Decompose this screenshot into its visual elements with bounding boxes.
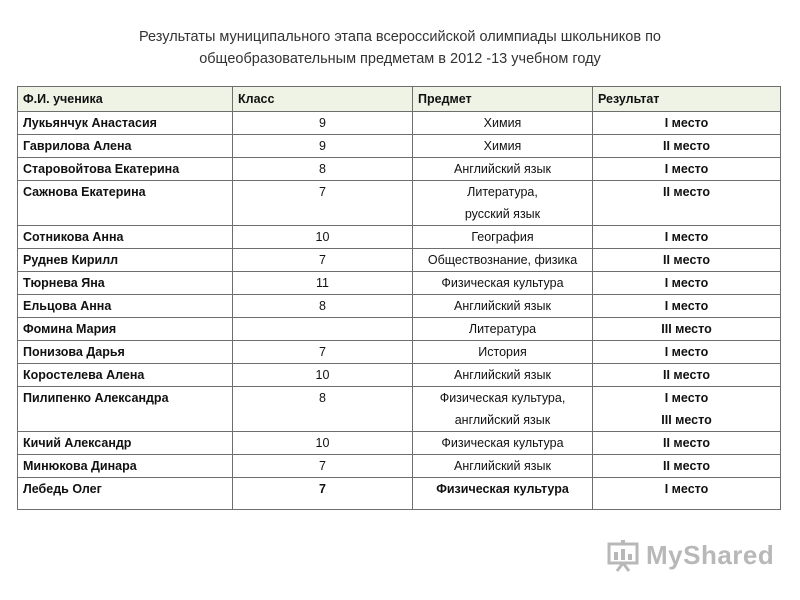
subject-line: английский язык: [454, 413, 551, 427]
header-subject: Предмет: [413, 87, 593, 112]
cell-result: [593, 341, 781, 364]
table-row: [18, 387, 781, 432]
cell-subject: [413, 112, 593, 135]
table-row: [18, 249, 781, 272]
cell-result: [593, 364, 781, 387]
cell-class: 7: [233, 341, 413, 364]
cell-class: 8: [233, 158, 413, 181]
result-line: II место: [663, 459, 710, 473]
cell-result: [593, 318, 781, 341]
cell-student-name: Руднев Кирилл: [18, 249, 233, 272]
cell-subject: [413, 455, 593, 478]
result-line: III место: [661, 413, 712, 427]
watermark-text: MyShared: [646, 539, 775, 570]
cell-student-name: Фомина Мария: [18, 318, 233, 341]
page-title: [0, 26, 800, 70]
cell-subject: [413, 181, 593, 226]
cell-student-name: Гаврилова Алена: [18, 135, 233, 158]
cell-result: [593, 112, 781, 135]
cell-subject: [413, 432, 593, 455]
cell-class: 7: [233, 478, 413, 510]
cell-student-name: Лебедь Олег: [18, 478, 233, 510]
table-row: [18, 341, 781, 364]
cell-subject: [413, 272, 593, 295]
cell-student-name: Сажнова Екатерина: [18, 181, 233, 226]
subject-line: Английский язык: [454, 162, 551, 176]
subject-line: Английский язык: [454, 459, 551, 473]
presentation-board-icon: [606, 538, 640, 572]
cell-class: [233, 318, 413, 341]
cell-result: [593, 181, 781, 226]
table-row: [18, 158, 781, 181]
header-class: Класс: [233, 87, 413, 112]
table-header-row: [18, 87, 781, 112]
cell-subject: [413, 341, 593, 364]
subject-line: Английский язык: [454, 299, 551, 313]
result-line: I место: [664, 162, 709, 176]
result-line: I место: [664, 116, 709, 130]
table-row: [18, 226, 781, 249]
cell-class: 7: [233, 249, 413, 272]
cell-subject: [413, 249, 593, 272]
result-line: II место: [663, 185, 710, 199]
cell-result: [593, 226, 781, 249]
cell-class: 11: [233, 272, 413, 295]
cell-subject: [413, 135, 593, 158]
subject-line: Физическая культура: [436, 482, 569, 496]
subject-line: Химия: [483, 139, 522, 153]
cell-result: [593, 249, 781, 272]
cell-student-name: Тюрнева Яна: [18, 272, 233, 295]
title-line-1: Результаты муниципального этапа всероссийской олимпиады школьников по: [139, 29, 661, 45]
subject-line: История: [478, 345, 527, 359]
subject-line: Физическая культура,: [439, 391, 566, 405]
cell-result: [593, 387, 781, 432]
cell-subject: [413, 478, 593, 510]
cell-student-name: Минюкова Динара: [18, 455, 233, 478]
subject-line: Английский язык: [454, 368, 551, 382]
subject-line: Химия: [483, 116, 522, 130]
result-line: I место: [664, 276, 709, 290]
result-line: I место: [664, 391, 709, 405]
cell-subject: [413, 226, 593, 249]
cell-result: [593, 158, 781, 181]
subject-line: Обществознание, физика: [427, 253, 578, 267]
cell-class: 10: [233, 432, 413, 455]
cell-class: 8: [233, 387, 413, 432]
result-line: I место: [664, 230, 709, 244]
result-line: I место: [664, 299, 709, 313]
table-row: [18, 364, 781, 387]
subject-line: Литература: [468, 322, 537, 336]
watermark: [606, 538, 774, 572]
table-row: [18, 181, 781, 226]
cell-class: 9: [233, 135, 413, 158]
cell-student-name: Ельцова Анна: [18, 295, 233, 318]
result-line: III место: [661, 322, 712, 336]
subject-line: русский язык: [464, 207, 541, 221]
subject-line: Физическая культура: [441, 276, 564, 290]
table-row: [18, 478, 781, 510]
table-row: [18, 432, 781, 455]
table-row: [18, 455, 781, 478]
cell-result: [593, 135, 781, 158]
cell-result: [593, 455, 781, 478]
cell-student-name: Понизова Дарья: [18, 341, 233, 364]
cell-subject: [413, 364, 593, 387]
table-row: [18, 295, 781, 318]
cell-class: 8: [233, 295, 413, 318]
cell-student-name: Коростелева Алена: [18, 364, 233, 387]
title-line-2: общеобразовательным предметам в 2012 -13 учебном году: [199, 51, 601, 67]
subject-line: Литература,: [467, 185, 538, 199]
cell-class: 7: [233, 455, 413, 478]
subject-line: География: [471, 230, 534, 244]
results-table: [17, 86, 781, 510]
cell-result: [593, 295, 781, 318]
result-line: I место: [664, 345, 709, 359]
table-row: [18, 135, 781, 158]
table-row: [18, 318, 781, 341]
result-line: II место: [663, 253, 710, 267]
cell-subject: [413, 295, 593, 318]
cell-student-name: Старовойтова Екатерина: [18, 158, 233, 181]
header-name: Ф.И. ученика: [18, 87, 233, 112]
result-line: I место: [664, 482, 709, 496]
table-row: [18, 112, 781, 135]
cell-student-name: Кичий Александр: [18, 432, 233, 455]
result-line: II место: [663, 436, 710, 450]
cell-class: 10: [233, 226, 413, 249]
cell-result: [593, 272, 781, 295]
cell-subject: [413, 387, 593, 432]
cell-result: [593, 432, 781, 455]
cell-class: 10: [233, 364, 413, 387]
header-result: Результат: [593, 87, 781, 112]
cell-class: 9: [233, 112, 413, 135]
cell-result: [593, 478, 781, 510]
table-body: [18, 112, 781, 510]
cell-student-name: Лукьянчук Анастасия: [18, 112, 233, 135]
cell-subject: [413, 318, 593, 341]
result-line: II место: [663, 368, 710, 382]
cell-student-name: Сотникова Анна: [18, 226, 233, 249]
cell-subject: [413, 158, 593, 181]
result-line: II место: [663, 139, 710, 153]
cell-student-name: Пилипенко Александра: [18, 387, 233, 432]
cell-class: 7: [233, 181, 413, 226]
subject-line: Физическая культура: [441, 436, 564, 450]
table-row: [18, 272, 781, 295]
